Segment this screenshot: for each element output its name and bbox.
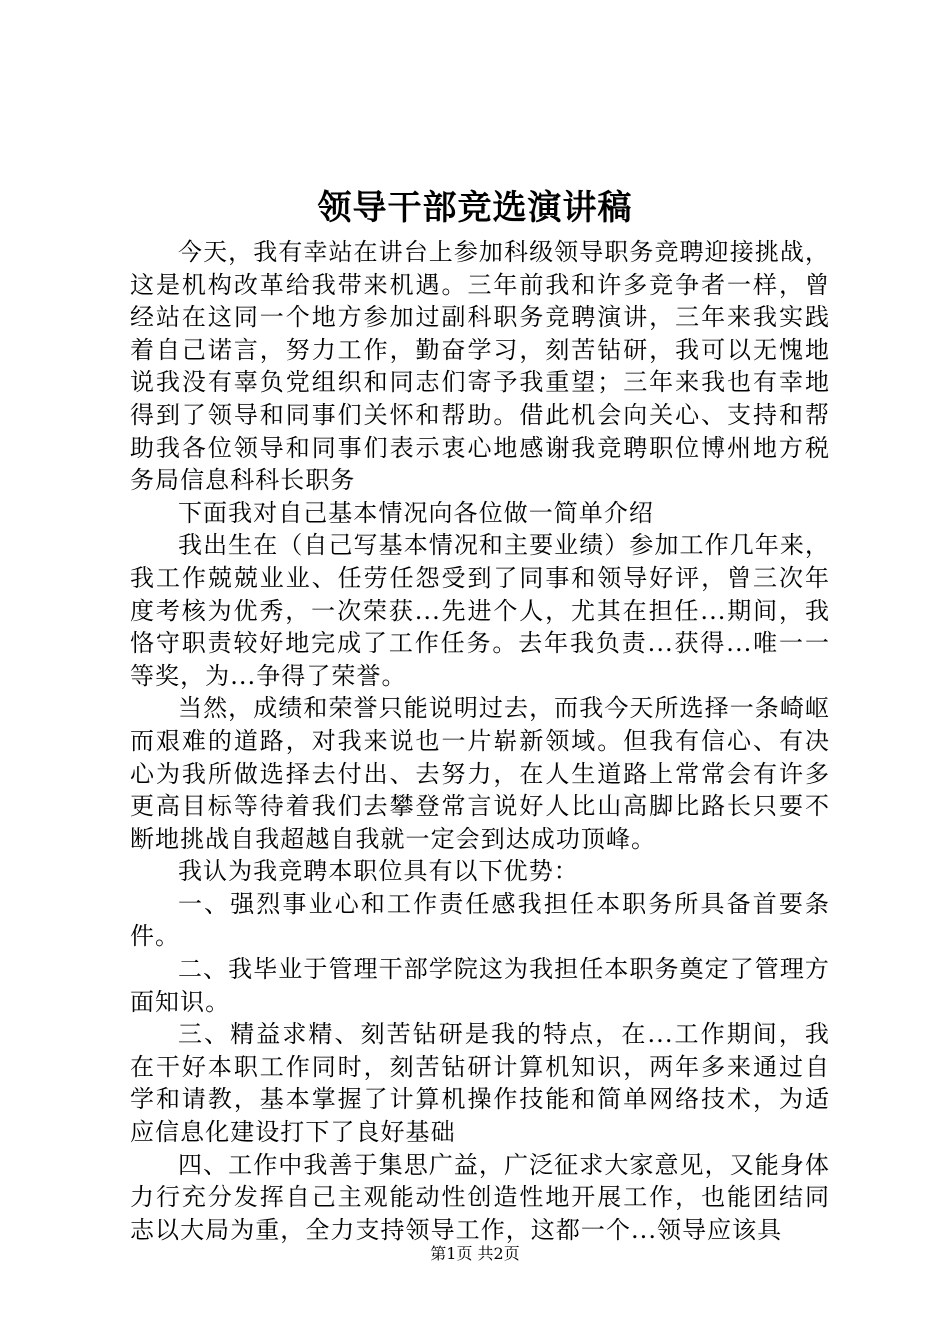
paragraph: 我认为我竞聘本职位具有以下优势：: [178, 857, 579, 886]
paragraph: 今天，我有幸站在讲台上参加科级领导职务竞聘迎接挑战，这是机构改革给我带来机遇。三年前我和许多竞争者一样，曾经站在这同一个地方参加过副科职务竞聘演讲，三年来我实践着自己诺言，努力工作，勤奋学习，刻苦钻研，我可以无愧地说我没有辜负党组织和同志们寄予我重望；三年来我也有幸地得到了领导和同事们关怀和帮助。借此机会向关心、支持和帮助我各位领导和同事们表示衷心地感谢我竞聘职位博州地方税务局信息科科长职务: [130, 238, 830, 495]
paragraph: 下面我对自己基本情况向各位做一简单介绍: [178, 498, 654, 527]
document-title: 领导干部竞选演讲稿: [317, 188, 633, 228]
paragraph: 一、强烈事业心和工作责任感我担任本职务所具备首要条件。: [130, 889, 830, 951]
page-number-footer: 第1页 共2页: [430, 1244, 520, 1263]
paragraph: 四、工作中我善于集思广益，广泛征求大家意见，又能身体力行充分发挥自己主观能动性创造性地开展工作，也能团结同志以大局为重，全力支持领导工作，这都一个...领导应该具: [130, 1150, 830, 1244]
paragraph: 二、我毕业于管理干部学院这为我担任本职务奠定了管理方面知识。: [130, 955, 830, 1016]
paragraph: 我出生在（自己写基本情况和主要业绩）参加工作几年来，我工作兢兢业业、任劳任怨受到了同事和领导好评，曾三次年度考核为优秀，一次荣获...先进个人，尤其在担任...期间，我恪守职责较好地完成了工作任务。去年我负责...获得...唯一一等奖，为...争得了荣誉。: [130, 531, 830, 690]
paragraph: 三、精益求精、刻苦钻研是我的特点，在...工作期间，我在干好本职工作同时，刻苦钻研计算机知识，两年多来通过自学和请教，基本掌握了计算机操作技能和简单网络技术，为适应信息化建设打下了良好基础: [130, 1020, 830, 1147]
paragraph: 当然，成绩和荣誉只能说明过去，而我今天所选择一条崎岖而艰难的道路，对我来说也一片崭新领域。但我有信心、有决心为我所做选择去付出、去努力，在人生道路上常常会有许多更高目标等待着我们去攀登常言说好人比山高脚比路长只要不断地挑战自我超越自我就一定会到达成功顶峰。: [130, 694, 830, 853]
document-body: [130, 236, 830, 1246]
